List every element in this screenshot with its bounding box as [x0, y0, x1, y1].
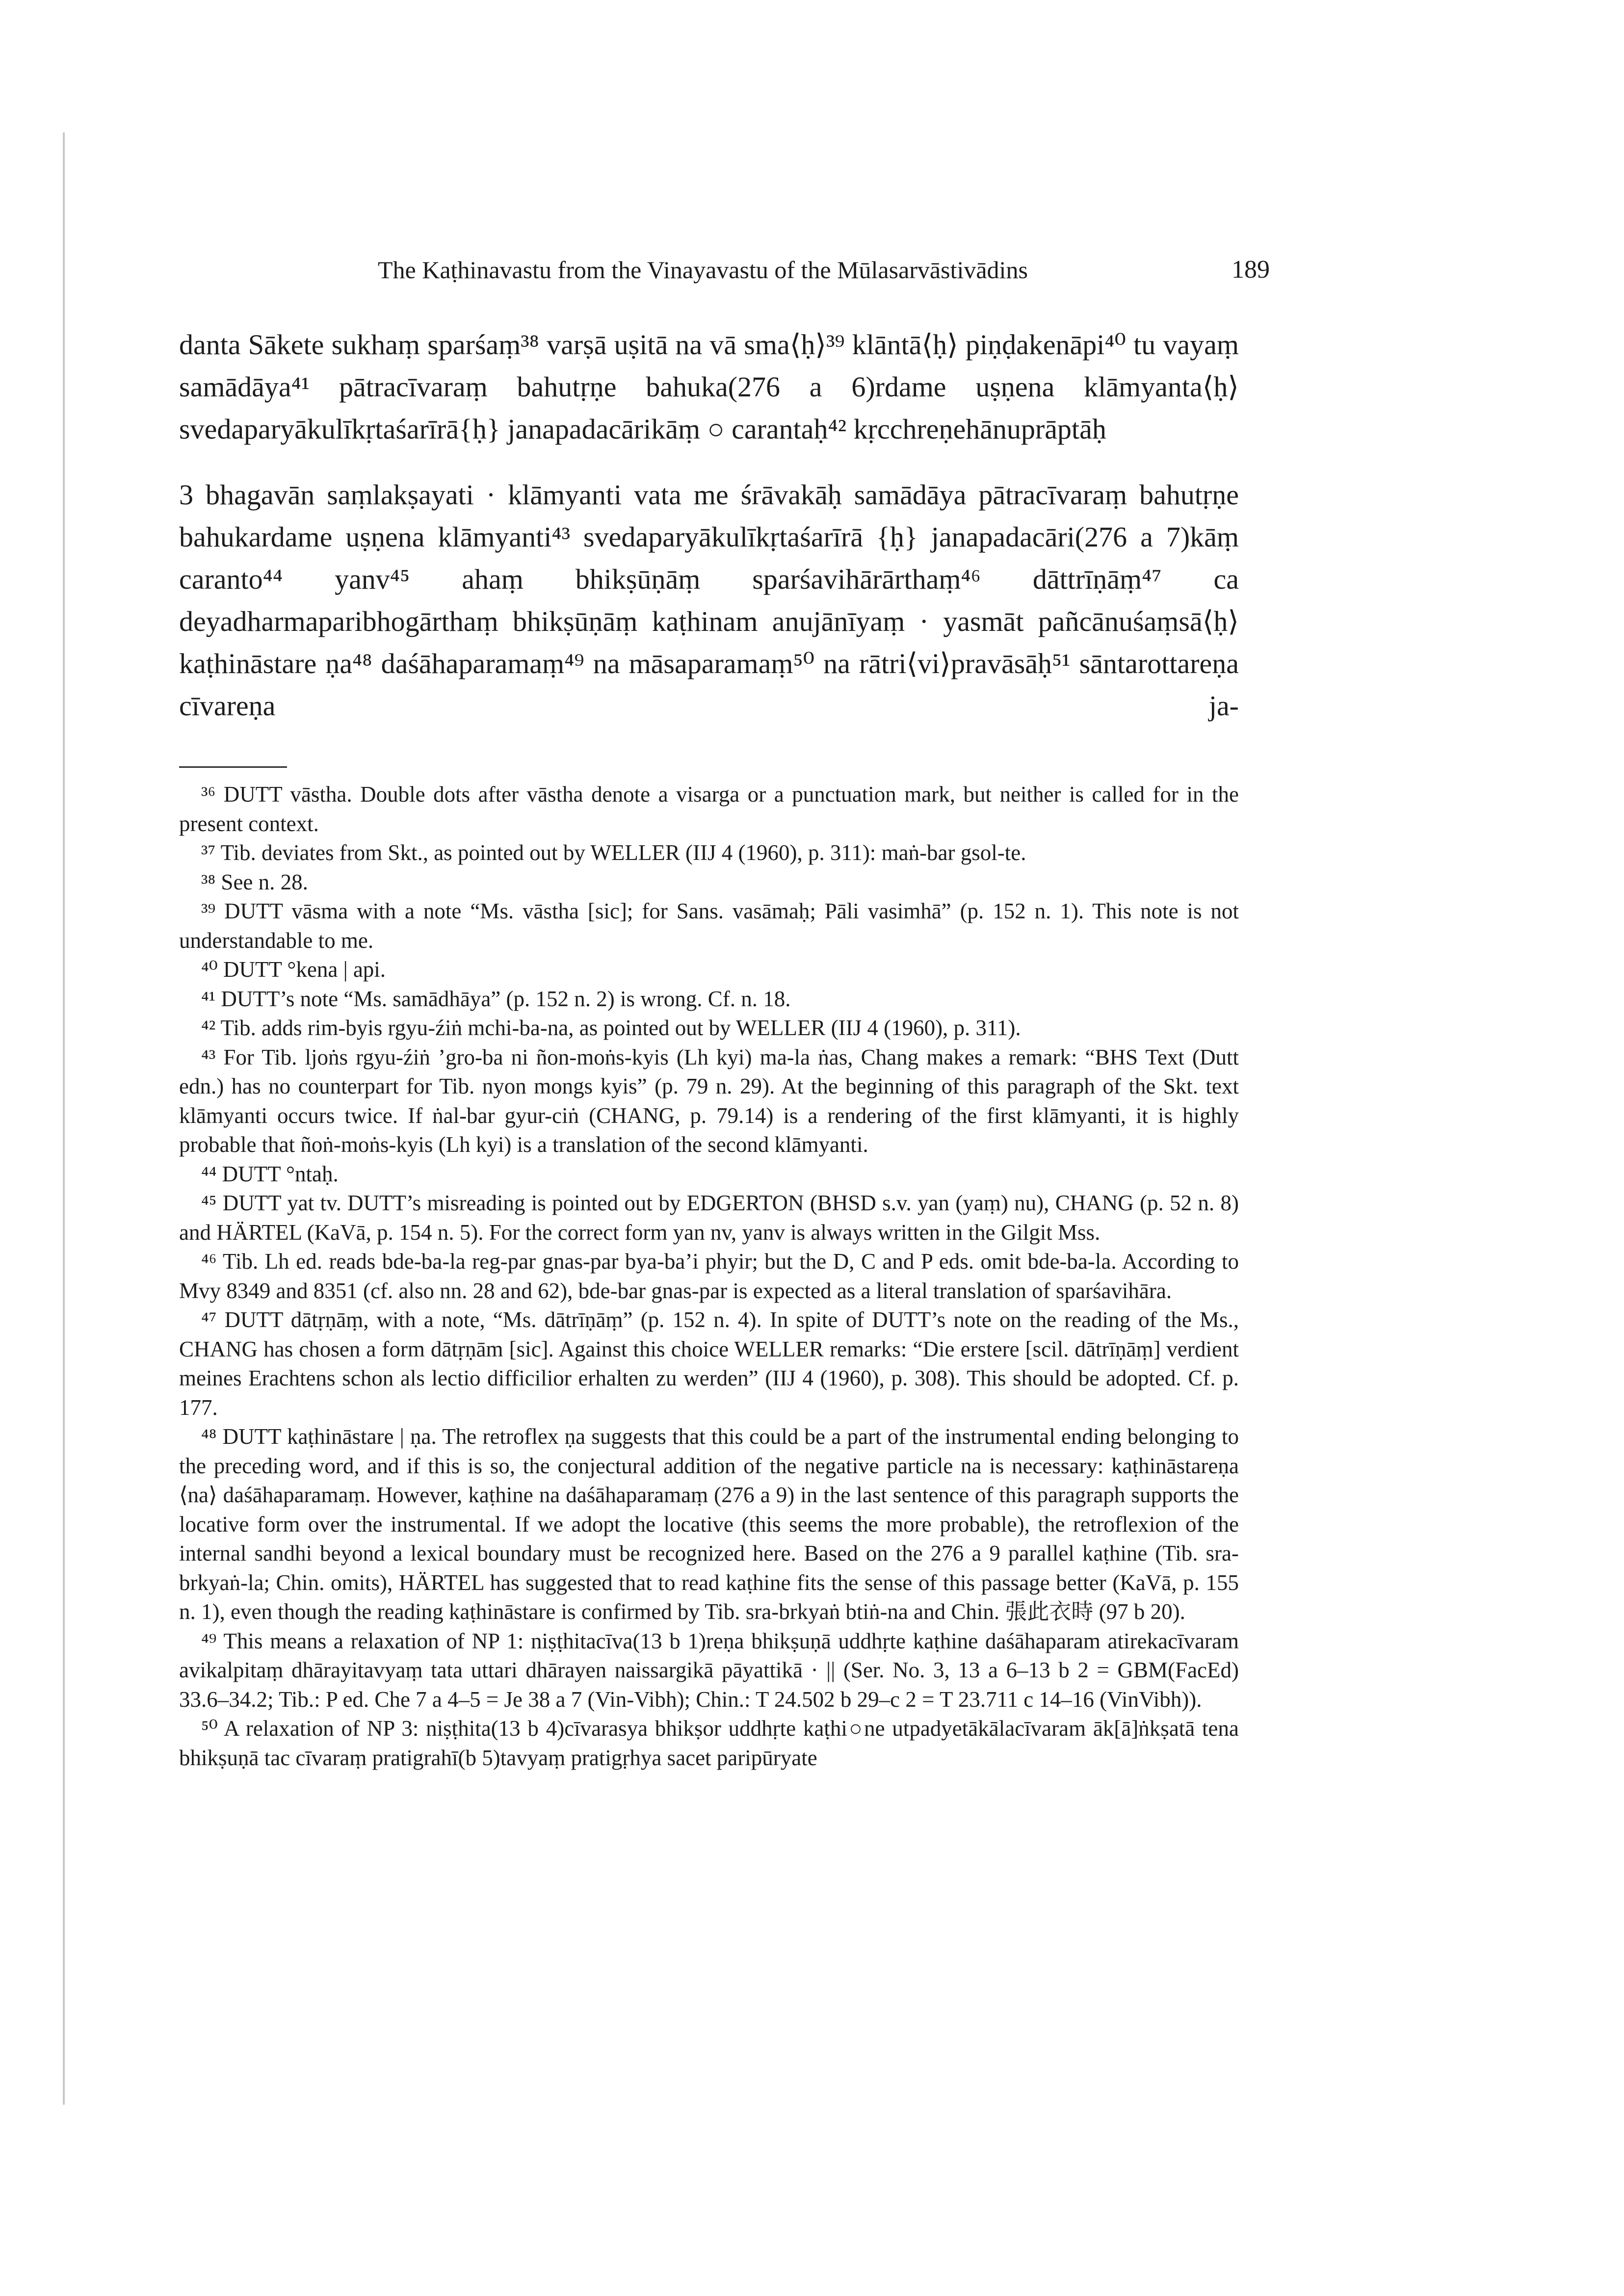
footnote-37: ³⁷ Tib. deviates from Skt., as pointed out by WELLER (IIJ 4 (1960), p. 311): maṅ-bar gsol-te.: [201, 840, 1026, 865]
footnote-39: ³⁹ DUTT vāsma with a note “Ms. vāstha [sic]; for Sans. vasāmaḥ; Pāli vasimhā” (p. 152 n. 1). This note is not understandable to me.: [179, 899, 1239, 953]
paragraph-3: 3 bhagavān saṃlakṣayati · klāmyanti vata me śrāvakāḥ samādāya pātracīvaraṃ bahutṛṇe bahukardame uṣṇena klāmyanti⁴³ svedaparyākulīkṛtaśarīrā {ḥ} janapadacāri(276 a 7)kāṃ caranto⁴⁴ yanv⁴⁵ ahaṃ bhikṣūṇāṃ sparśavihārārthaṃ⁴⁶ dāttrīṇāṃ⁴⁷ ca deyadharmaparibhogārthaṃ bhikṣūṇāṃ kaṭhinam anujānīyaṃ · yasmāt pañcānuśaṃsā⟨ḥ⟩ kaṭhināstare ṇa⁴⁸ daśāhaparamaṃ⁴⁹ na māsaparamaṃ⁵⁰ na rātri⟨vi⟩pravāsāḥ⁵¹ sāntarottareṇa cīvareṇa ja-: [179, 479, 1239, 722]
footnote-47: ⁴⁷ DUTT dātṛṇāṃ, with a note, “Ms. dātrīṇāṃ” (p. 152 n. 4). In spite of DUTT’s note on the reading of the Ms., CHANG has chosen a form dātṛṇām [sic]. Against this choice WELLER remarks: “Die erstere [scil. dātrīṇāṃ] verdient meines Erachtens schon als lectio difficilior erhalten zu werden” (IIJ 4 (1960), p. 308). This should be adopted. Cf. p. 177.: [179, 1307, 1239, 1420]
page-number: 189: [1231, 256, 1270, 284]
footnote-49: ⁴⁹ This means a relaxation of NP 1: niṣṭhitacīva(13 b 1)reṇa bhikṣuṇā uddhṛte kaṭhine daśāhaparam atirekacīvaram avikalpitaṃ dhārayitavyaṃ tata uttari dhārayen naissargikā pāyattikā · || (Ser. No. 3, 13 a 6–13 b 2 = GBM(FacEd) 33.6–34.2; Tib.: P ed. Che 7 a 4–5 = Je 38 a 7 (Vin-Vibh); Chin.: T 24.502 b 29–c 2 = T 23.711 c 14–16 (VinVibh)).: [179, 1628, 1239, 1712]
footnote-50: ⁵⁰ A relaxation of NP 3: niṣṭhita(13 b 4)cīvarasya bhikṣor uddhṛte kaṭhi○ne utpadyetākālacīvaram āk[ā]ṅkṣatā tena bhikṣuṇā tac cīvaraṃ pratigrahī(b 5)tavyaṃ pratigṛhya sacet paripūryate: [179, 1716, 1239, 1770]
footnote-43: ⁴³ For Tib. ljoṅs rgyu-źiṅ ’gro-ba ni ñon-moṅs-kyis (Lh kyi) ma-la ṅas, Chang makes a remark: “BHS Text (Dutt edn.) has no counterpart for Tib. nyon mongs kyis” (p. 79 n. 29). At the beginning of this paragraph of the Skt. text klāmyanti occurs twice. If ṅal-bar gyur-ciṅ (CHANG, p. 79.14) is a rendering of the first klāmyanti, it is highly probable that ñoṅ-moṅs-kyis (Lh kyi) is a translation of the second klāmyanti.: [179, 1044, 1239, 1157]
scan-binding-edge: [63, 132, 65, 2105]
footnote-45: ⁴⁵ DUTT yat tv. DUTT’s misreading is pointed out by EDGERTON (BHSD s.v. yan (yaṃ) nu), CHANG (p. 52 n. 8) and HÄRTEL (KaVā, p. 154 n. 5). For the correct form yan nv, yanv is always written in the Gilgit Mss.: [179, 1191, 1239, 1245]
running-title: The Kaṭhinavastu from the Vinayavastu of the Mūlasarvāstivādins: [378, 256, 1028, 284]
footnote-separator: [179, 766, 287, 768]
footnote-41: ⁴¹ DUTT’s note “Ms. samādhāya” (p. 152 n. 2) is wrong. Cf. n. 18.: [201, 986, 791, 1011]
paragraph-continuation: danta Sākete sukhaṃ sparśaṃ³⁸ varṣā uṣitā na vā sma⟨ḥ⟩³⁹ klāntā⟨ḥ⟩ piṇḍakenāpi⁴⁰ tu vayaṃ samādāya⁴¹ pātracīvaraṃ bahutṛṇe bahuka(276 a 6)rdame uṣṇena klāmyanta⟨ḥ⟩ svedaparyākulīkṛtaśarīrā{ḥ} janapadacārikāṃ ○ carantaḥ⁴² kṛcchreṇehānuprāptāḥ: [179, 329, 1239, 445]
footnote-38: ³⁸ See n. 28.: [201, 869, 308, 894]
footnote-44: ⁴⁴ DUTT °ntaḥ.: [201, 1161, 339, 1186]
footnote-48: ⁴⁸ DUTT kaṭhināstare | ṇa. The retroflex ṇa suggests that this could be a part of the instrumental ending belonging to the preceding word, and if this is so, the conjectural addition of the negative particle na is necessary: kaṭhināstareṇa ⟨na⟩ daśāhaparamaṃ. However, kaṭhine na daśāhaparamaṃ (276 a 9) in the last sentence of this paragraph supports the locative form over the instrumental. If we adopt the locative (this seems the more probable), the retroflexion of the internal sandhi beyond a lexical boundary must be recognized here. Based on the 276 a 9 parallel kaṭhine (Tib. sra-brkyaṅ-la; Chin. omits), HÄRTEL has suggested that to read kaṭhine fits the sense of this passage better (KaVā, p. 155 n. 1), even though the reading kaṭhināstare is confirmed by Tib. sra-brkyaṅ btiṅ-na and Chin. 張此衣時 (97 b 20).: [179, 1424, 1239, 1624]
footnote-40: ⁴⁰ DUTT °kena | api.: [201, 957, 386, 982]
footnote-46: ⁴⁶ Tib. Lh ed. reads bde-ba-la reg-par gnas-par bya-ba’i phyir; but the D, C and P eds. omit bde-ba-la. According to Mvy 8349 and 8351 (cf. also nn. 28 and 62), bde-bar gnas-par is expected as a literal translation of sparśavihāra.: [179, 1249, 1239, 1303]
footnote-36: ³⁶ DUTT vāstha. Double dots after vāstha denote a visarga or a punctuation mark, but neither is called for in the present context.: [179, 782, 1239, 836]
footnotes: [179, 780, 1239, 1773]
footnote-42: ⁴² Tib. adds rim-byis rgyu-źiṅ mchi-ba-na, as pointed out by WELLER (IIJ 4 (1960), p. 311).: [201, 1016, 1021, 1040]
main-text: [179, 324, 1239, 727]
